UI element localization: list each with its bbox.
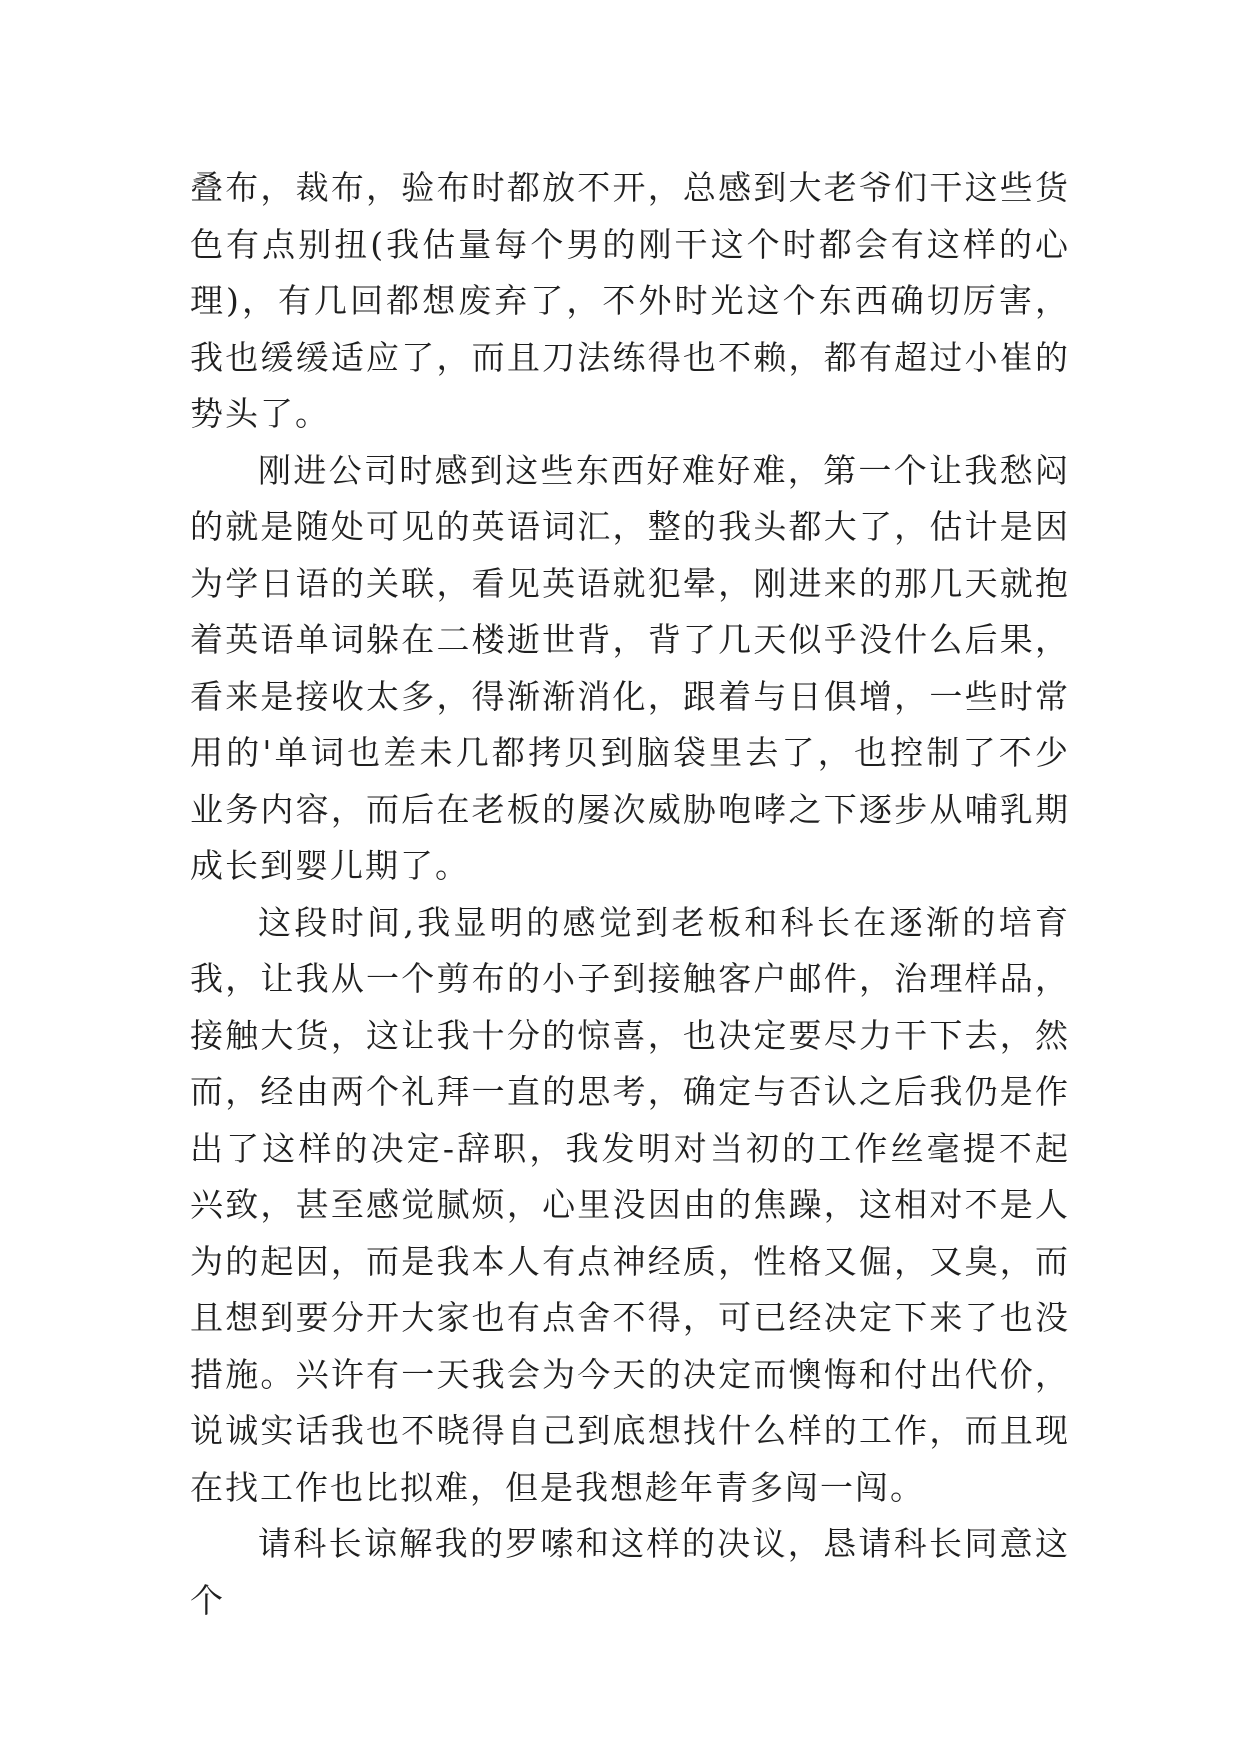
paragraph-resignation-decision: 这段时间,我显明的感觉到老板和科长在逐渐的培育我，让我从一个剪布的小子到接触客户邮件，治理样品，接触大货，这让我十分的惊喜，也决定要尽力干下去，然而，经由两个礼拜一直的思考，确定与否认之后我仍是作出了这样的决定-辞职，我发明对当初的工作丝毫提不起兴致，甚至感觉腻烦，心里没因由的焦躁，这相对不是人为的起因，而是我本人有点神经质，性格又倔，又臭，而且想到要分开大家也有点舍不得，可已经决定下来了也没措施。兴许有一天我会为今天的决定而懊悔和付出代价，说诚实话我也不晓得自己到底想找什么样的工作，而且现在找工作也比拟难，但是我想趁年青多闯一闯。 xyxy=(190,902,1070,1507)
paragraph-continuation: 叠布，裁布，验布时都放不开，总感到大老爷们干这些货色有点别扭(我估量每个男的刚干这个时都会有这样的心理)，有几回都想废弃了，不外时光这个东西确切厉害，我也缓缓适应了，而且刀法练得也不赖，都有超过小崔的势头了。 xyxy=(190,168,1070,433)
paragraph-request: 请科长谅解我的罗嗦和这样的决议，恳请科长同意这个 xyxy=(190,1524,1070,1620)
document-body xyxy=(190,160,1070,1629)
paragraph-english-learning: 刚进公司时感到这些东西好难好难，第一个让我愁闷的就是随处可见的英语词汇，整的我头都大了，估计是因为学日语的关联，看见英语就犯晕，刚进来的那几天就抱着英语单词躲在二楼逝世背，背了几天似乎没什么后果，看来是接收太多，得渐渐消化，跟着与日俱增，一些时常用的'单词也差未几都拷贝到脑袋里去了，也控制了不少业务内容，而后在老板的屡次威胁咆哮之下逐步从哺乳期成长到婴儿期了。 xyxy=(190,450,1070,885)
